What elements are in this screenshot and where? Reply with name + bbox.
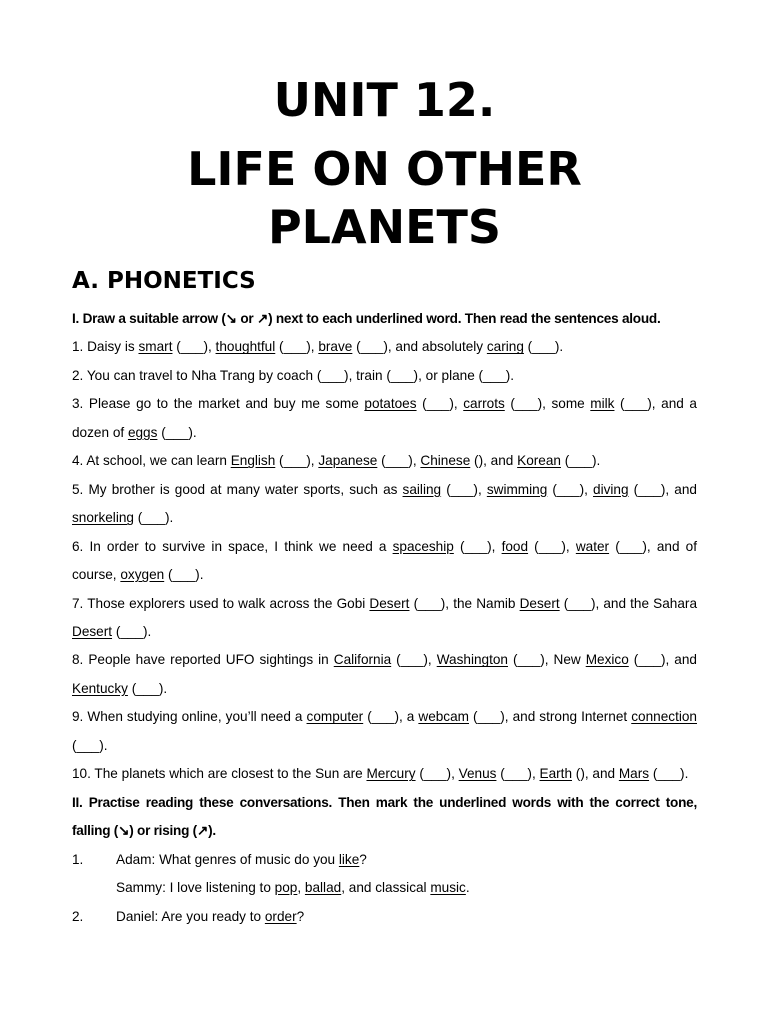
underlined-word: like	[338, 851, 360, 867]
text-segment: ,	[297, 880, 305, 896]
underlined-word: caring	[486, 339, 524, 355]
text-segment: 6. In order to survive in space, I think we need a	[72, 538, 393, 554]
underlined-word: food	[501, 538, 529, 554]
underlined-word: Washington	[436, 652, 508, 668]
underlined-word: thoughtful	[215, 339, 276, 355]
text-segment: (___).	[157, 424, 197, 440]
text-segment: 2. You can travel to Nha Trang by coach (___), train (___), or plane (___).	[72, 367, 515, 383]
text-segment: ?	[359, 851, 367, 867]
underlined-word: Venus	[458, 766, 497, 782]
text-segment: (___),	[172, 339, 216, 355]
text-segment: ?	[296, 908, 305, 924]
text-segment: (___), New	[507, 652, 586, 668]
exercise-item	[72, 333, 697, 361]
text-segment: 10. The planets which are closest to the Sun are	[72, 766, 367, 782]
underlined-word: Mexico	[585, 652, 629, 668]
text-segment: , and classical	[341, 880, 431, 896]
text-segment: (), and	[470, 453, 518, 469]
exercise-item	[72, 533, 697, 590]
text-segment: 7. Those explorers used to walk across the Gobi	[72, 595, 370, 611]
exercise2-instruction: II. Practise reading these conversations. Then mark the underlined words with the correct tone, falling (↘) or rising (↗).	[72, 794, 697, 839]
underlined-word: Desert	[369, 595, 410, 611]
conversation-text	[116, 903, 697, 931]
text-segment: (___), and absolutely	[352, 339, 487, 355]
unit-title: UNIT 12.	[273, 73, 496, 127]
conversation-text	[116, 846, 697, 874]
unit-subtitle-line2: PLANETS	[267, 200, 502, 254]
text-segment: (___),	[547, 481, 594, 497]
text-segment: (___),	[377, 453, 421, 469]
text-segment: 3. Please go to the market and buy me some	[72, 396, 365, 412]
underlined-word: computer	[306, 709, 364, 725]
text-segment: (___),	[415, 766, 459, 782]
text-segment: (___).	[523, 339, 564, 355]
exercise-item	[72, 703, 697, 760]
text-segment: (___), the Namib	[409, 595, 520, 611]
underlined-word: webcam	[418, 709, 469, 725]
underlined-word: spaceship	[392, 538, 454, 554]
underlined-word: smart	[138, 339, 173, 355]
text-segment: (___).	[164, 567, 204, 583]
text-segment: (___),	[275, 453, 319, 469]
conversation-number: 2.	[72, 908, 84, 924]
conversation-line	[72, 846, 697, 874]
text-segment: 8. People have reported UFO sightings in	[72, 652, 334, 668]
exercise-item	[72, 390, 697, 447]
text-segment: (___), and a dozen of	[72, 396, 697, 440]
underlined-word: Mercury	[366, 766, 416, 782]
text-segment: (___),	[496, 766, 540, 782]
underlined-word: connection	[631, 709, 697, 725]
exercise-item	[72, 447, 697, 475]
underlined-word: music	[430, 880, 466, 896]
underlined-word: Desert	[72, 623, 113, 639]
text-segment: (___),	[441, 481, 487, 497]
text-segment: (___), a	[363, 709, 419, 725]
conversation-line	[72, 874, 697, 902]
underlined-word: eggs	[127, 424, 158, 440]
text-segment: (), and	[572, 766, 619, 782]
text-segment: (___).	[127, 680, 168, 696]
underlined-word: English	[230, 453, 276, 469]
exercise2-conversations	[72, 846, 697, 931]
conversation-line	[72, 903, 697, 931]
text-segment: (___), and	[628, 652, 697, 668]
underlined-word: swimming	[486, 481, 548, 497]
underlined-word: snorkeling	[72, 510, 134, 526]
underlined-word: potatoes	[364, 396, 417, 412]
underlined-word: ballad	[304, 880, 342, 896]
text-segment: (___),	[453, 538, 502, 554]
text-segment: (___),	[528, 538, 576, 554]
underlined-word: California	[333, 652, 392, 668]
text-segment: 4. At school, we can learn	[72, 453, 231, 469]
underlined-word: Japanese	[318, 453, 378, 469]
exercise1-items	[72, 333, 697, 788]
unit-subtitle-line1: LIFE ON OTHER	[187, 142, 582, 196]
underlined-word: Kentucky	[72, 680, 128, 696]
underlined-word: Mars	[618, 766, 650, 782]
text-segment: 1. Daisy is	[72, 339, 139, 355]
text-segment: (___),	[275, 339, 319, 355]
text-segment: (___).	[560, 453, 601, 469]
text-segment: (___),	[416, 396, 464, 412]
text-segment: (___).	[649, 766, 689, 782]
exercise-item	[72, 646, 697, 703]
exercise-body	[72, 305, 697, 931]
text-segment: (___).	[133, 510, 174, 526]
underlined-word: milk	[590, 396, 615, 412]
underlined-word: sailing	[402, 481, 442, 497]
text-segment: Sammy: I love listening to	[116, 880, 275, 896]
text-segment: (___), and the Sahara	[559, 595, 697, 611]
conversation-number: 1.	[72, 851, 84, 867]
underlined-word: Earth	[539, 766, 573, 782]
text-segment: (___), some	[504, 396, 591, 412]
exercise-item	[72, 760, 697, 788]
exercise1-instruction: I. Draw a suitable arrow (↘ or ↗) next to each underlined word. Then read the sentences aloud.	[72, 311, 661, 326]
underlined-word: carrots	[463, 396, 505, 412]
text-segment: (___), and of course,	[72, 538, 697, 583]
text-segment: (___),	[391, 652, 437, 668]
underlined-word: Korean	[517, 453, 561, 469]
text-segment: (___), and	[628, 481, 697, 497]
underlined-word: pop	[274, 880, 298, 896]
exercise-item	[72, 476, 697, 533]
exercise-item	[72, 362, 697, 390]
text-segment: 5. My brother is good at many water sports, such as	[72, 481, 403, 497]
underlined-word: order	[264, 908, 297, 924]
underlined-word: brave	[318, 339, 353, 355]
text-segment: Adam: What genres of music do you	[116, 851, 339, 867]
text-segment: Daniel: Are you ready to	[116, 908, 265, 924]
underlined-word: diving	[593, 481, 629, 497]
section-heading-phonetics: A. PHONETICS	[72, 268, 256, 294]
underlined-word: Chinese	[420, 453, 471, 469]
underlined-word: oxygen	[120, 567, 165, 583]
underlined-word: water	[575, 538, 610, 554]
exercise-item	[72, 590, 697, 647]
text-segment: .	[465, 880, 470, 896]
underlined-word: Desert	[519, 595, 560, 611]
text-segment: (___).	[72, 737, 108, 753]
text-segment: (___), and strong Internet	[469, 709, 632, 725]
text-segment: (___).	[112, 623, 152, 639]
text-segment: 9. When studying online, you’ll need a	[72, 709, 307, 725]
conversation-text	[116, 874, 697, 902]
